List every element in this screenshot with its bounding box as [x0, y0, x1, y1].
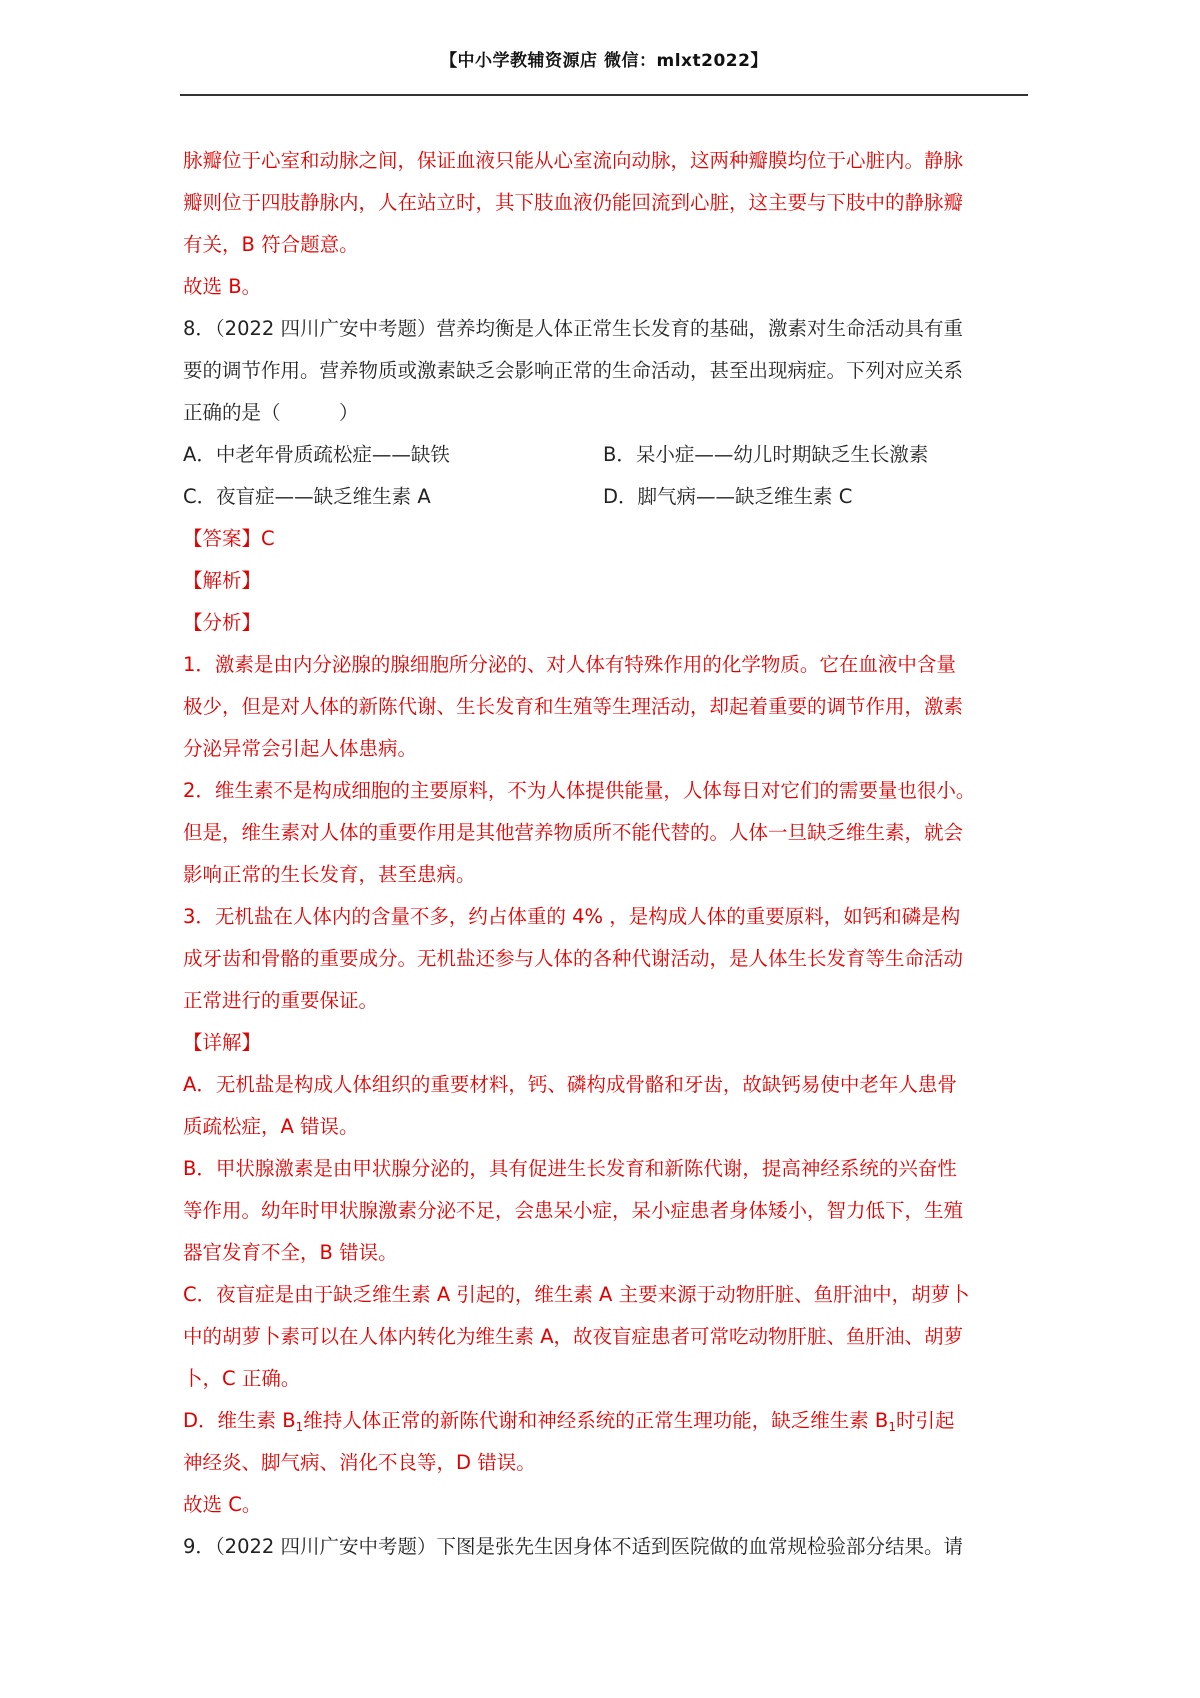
q9-stem-line: 9．（2022 四川广安中考题）下图是张先生因身体不适到医院做的血常规检验部分结果。请: [183, 1535, 963, 1558]
q8-detail-d-text: 时引起: [895, 1409, 955, 1432]
q8-options-row: [183, 476, 1033, 518]
q8-option-a: A．中老年骨质疏松症——缺铁: [183, 443, 450, 466]
q8-analysis-line: 成牙齿和骨骼的重要成分。无机盐还参与人体的各种代谢活动，是人体生长发育等生命活动: [183, 947, 964, 970]
q8-option-d: D．脚气病——缺乏维生素 C: [603, 485, 853, 508]
q8-jiexi-label: 【解析】: [183, 569, 262, 592]
q8-analysis-line: 2．维生素不是构成细胞的主要原料，不为人体提供能量，人体每日对它们的需要量也很小。: [183, 779, 976, 802]
q8-fenxi-label: 【分析】: [183, 611, 262, 634]
q8-detail-d-line: [183, 1400, 1033, 1442]
q8-analysis-line: 极少，但是对人体的新陈代谢、生长发育和生殖等生理活动，却起着重要的调节作用，激素: [183, 695, 964, 718]
header-text: 【中小学教辅资源店 微信：mlxt2022】: [440, 51, 768, 71]
prev-explanation-line: 瓣则位于四肢静脉内，人在站立时，其下肢血液仍能回流到心脏，这主要与下肢中的静脉瓣: [183, 191, 964, 214]
prev-explanation-line: 有关，B 符合题意。: [183, 233, 359, 256]
q8-detail-line: A．无机盐是构成人体组织的重要材料，钙、磷构成骨骼和牙齿，故缺钙易使中老年人患骨: [183, 1073, 957, 1096]
q8-detail-d-line: 神经炎、脚气病、消化不良等，D 错误。: [183, 1451, 536, 1474]
q8-option-c: C．夜盲症——缺乏维生素 A: [183, 485, 431, 508]
q8-analysis-line: 3．无机盐在人体内的含量不多，约占体重的 4% ，是构成人体的重要原料，如钙和磷是构: [183, 905, 961, 928]
subscript: 1: [888, 1420, 896, 1434]
q8-detail-line: 中的胡萝卜素可以在人体内转化为维生素 A，故夜盲症患者可常吃动物肝脏、鱼肝油、胡萝: [183, 1325, 964, 1348]
subscript: 1: [295, 1420, 304, 1434]
q8-analysis-line: 正常进行的重要保证。: [183, 989, 379, 1012]
q8-analysis-line: 但是，维生素对人体的重要作用是其他营养物质所不能代替的。人体一旦缺乏维生素，就会: [183, 821, 964, 844]
q8-detail-line: C．夜盲症是由于缺乏维生素 A 引起的，维生素 A 主要来源于动物肝脏、鱼肝油中，胡萝卜: [183, 1283, 970, 1306]
q8-answer: 【答案】C: [183, 527, 275, 550]
q8-analysis-line: 1．激素是由内分泌腺的腺细胞所分泌的、对人体有特殊作用的化学物质。它在血液中含量: [183, 653, 956, 676]
q8-analysis-line: 分泌异常会引起人体患病。: [183, 737, 418, 760]
q8-detail-line: 器官发育不全，B 错误。: [183, 1241, 398, 1264]
q8-detail-line: 卜，C 正确。: [183, 1367, 301, 1390]
q8-detail-line: B．甲状腺激素是由甲状腺分泌的，具有促进生长发育和新陈代谢，提高神经系统的兴奋性: [183, 1157, 957, 1180]
q8-detail-label: 【详解】: [183, 1031, 262, 1054]
q8-stem-line: 正确的是（ ）: [183, 401, 359, 424]
q8-detail-d-text: D．维生素 B: [183, 1409, 296, 1432]
prev-conclusion: 故选 B。: [183, 275, 262, 298]
q8-stem-line: 8．（2022 四川广安中考题）营养均衡是人体正常生长发育的基础，激素对生命活动具有重: [183, 317, 963, 340]
q8-conclusion: 故选 C。: [183, 1493, 262, 1516]
q8-detail-line: 质疏松症，A 错误。: [183, 1115, 359, 1138]
page-content: [183, 140, 1033, 1568]
q8-option-b: B．呆小症——幼儿时期缺乏生长激素: [603, 443, 929, 466]
prev-explanation-line: 脉瓣位于心室和动脉之间，保证血液只能从心室流向动脉，这两种瓣膜均位于心脏内。静脉: [183, 149, 964, 172]
q8-detail-line: 等作用。幼年时甲状腺激素分泌不足，会患呆小症，呆小症患者身体矮小，智力低下，生殖: [183, 1199, 964, 1222]
q8-detail-d-text: 维持人体正常的新陈代谢和神经系统的正常生理功能，缺乏维生素 B: [303, 1409, 889, 1432]
q8-options-row: [183, 434, 1033, 476]
page-header: [180, 38, 1028, 96]
q8-analysis-line: 影响正常的生长发育，甚至患病。: [183, 863, 476, 886]
q8-stem-line: 要的调节作用。营养物质或激素缺乏会影响正常的生命活动，甚至出现病症。下列对应关系: [183, 359, 964, 382]
